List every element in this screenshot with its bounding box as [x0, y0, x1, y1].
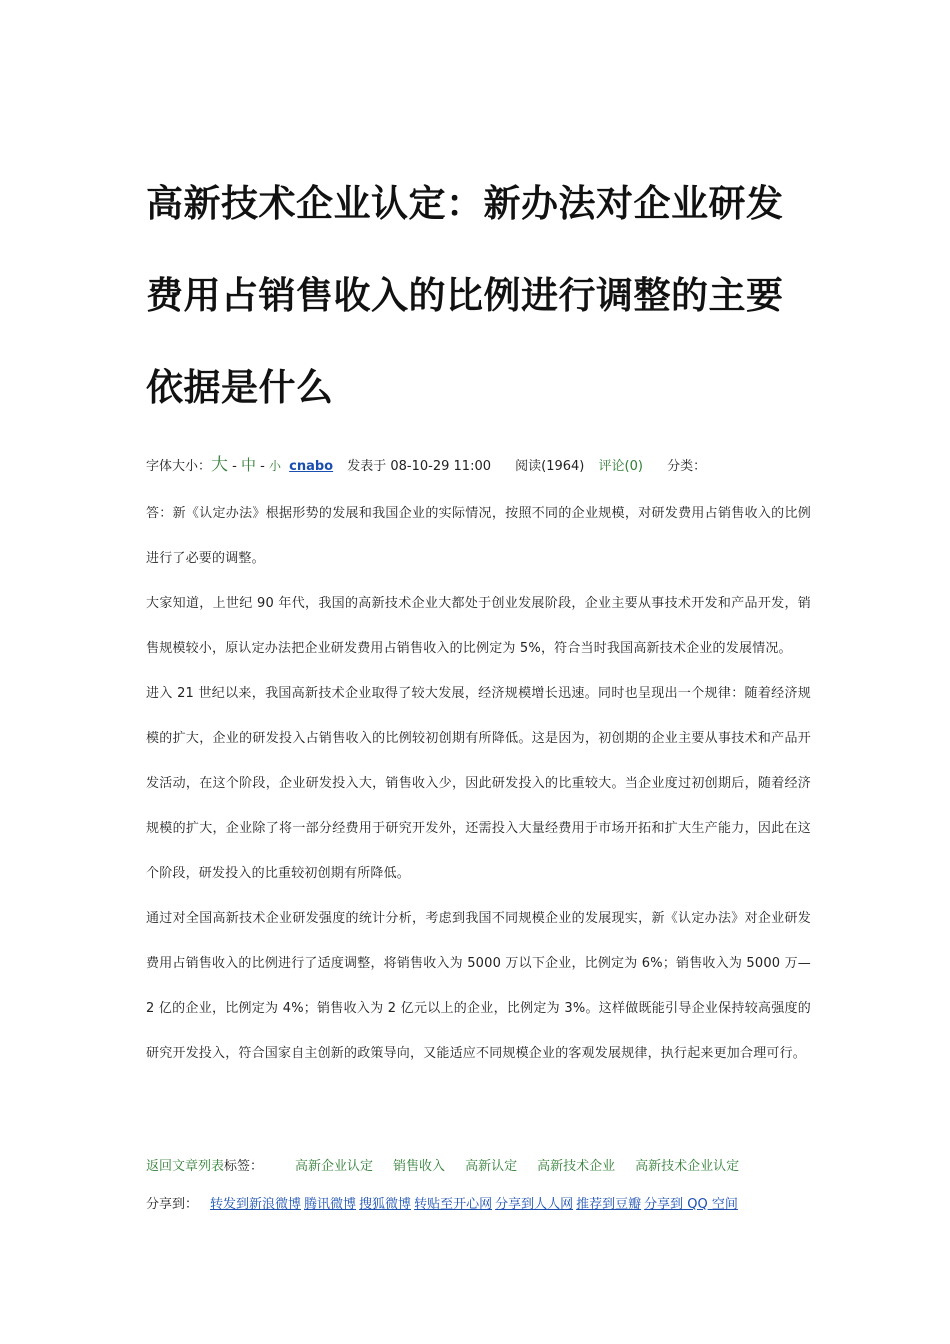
font-size-small-button[interactable]: 小: [268, 459, 281, 473]
read-count: 阅读(1964): [515, 459, 585, 474]
tag-link[interactable]: 销售收入: [393, 1159, 446, 1174]
category-label: 分类：: [667, 459, 707, 474]
tag-link[interactable]: 高新技术企业认定: [635, 1159, 740, 1174]
back-to-list-link[interactable]: 返回文章列表: [146, 1159, 225, 1174]
font-size-label: 字体大小：: [146, 459, 212, 474]
article-body: [146, 491, 811, 1076]
article-title: 高新技术企业认定：新办法对企业研发费用占销售收入的比例进行调整的主要依据是什么: [146, 182, 784, 409]
share-sina-weibo-link[interactable]: 转发到新浪微博: [210, 1197, 302, 1212]
share-douban-link[interactable]: 推荐到豆瓣: [576, 1197, 642, 1212]
share-label: 分享到：: [146, 1197, 199, 1212]
paragraph: 通过对全国高新技术企业研发强度的统计分析，考虑到我国不同规模企业的发展现实，新《认定办法》对企业研发费用占销售收入的比例进行了适度调整，将销售收入为 5000 万以下企业，比例定为 6%；销售收入为 5000 万—2 亿的企业，比例定为 4%；销售收入为 2 亿元以上的企业，比例定为 3%。这样做既能引导企业保持较高强度的研究开发投入，符合国家自主创新的政策导向，又能适应不同规模企业的客观发展规律，执行起来更加合理可行。: [146, 911, 811, 1061]
author-link[interactable]: cnabo: [289, 459, 334, 474]
tags-label: 标签：: [224, 1159, 264, 1174]
font-size-separator: -: [256, 459, 269, 474]
share-tencent-weibo-link[interactable]: 腾讯微博: [304, 1197, 357, 1212]
article-meta: [146, 452, 811, 480]
share-bar: [146, 1192, 811, 1218]
paragraph: 进入 21 世纪以来，我国高新技术企业取得了较大发展，经济规模增长迅速。同时也呈现出一个规律：随着经济规模的扩大，企业的研发投入占销售收入的比例较初创期有所降低。这是因为，初创期的企业主要从事技术和产品开发活动，在这个阶段，企业研发投入大，销售收入少，因此研发投入的比重较大。当企业度过初创期后，随着经济规模的扩大，企业除了将一部分经费用于研究开发外，还需投入大量经费用于市场开拓和扩大生产能力，因此在这个阶段，研发投入的比重较初创期有所降低。: [146, 686, 811, 881]
share-sohu-weibo-link[interactable]: 搜狐微博: [359, 1197, 412, 1212]
comments-link[interactable]: 评论(0): [598, 459, 643, 474]
tag-link[interactable]: 高新企业认定: [295, 1159, 374, 1174]
paragraph: 答：新《认定办法》根据形势的发展和我国企业的实际情况，按照不同的企业规模，对研发费用占销售收入的比例进行了必要的调整。: [146, 506, 811, 566]
share-qzone-link[interactable]: 分享到 QQ 空间: [644, 1197, 738, 1212]
post-date: 发表于 08-10-29 11:00: [347, 459, 491, 474]
tag-link[interactable]: 高新认定: [465, 1159, 518, 1174]
font-size-large-button[interactable]: 大: [211, 455, 229, 475]
share-renren-link[interactable]: 分享到人人网: [495, 1197, 574, 1212]
font-size-medium-button[interactable]: 中: [240, 456, 256, 474]
tag-bar: [146, 1154, 811, 1180]
tag-link[interactable]: 高新技术企业: [537, 1159, 616, 1174]
share-kaixin-link[interactable]: 转贴至开心网: [414, 1197, 493, 1212]
font-size-separator: -: [228, 459, 241, 474]
paragraph: 大家知道，上世纪 90 年代，我国的高新技术企业大都处于创业发展阶段，企业主要从事技术开发和产品开发，销售规模较小，原认定办法把企业研发费用占销售收入的比例定为 5%，符合当时我国高新技术企业的发展情况。: [146, 596, 811, 656]
